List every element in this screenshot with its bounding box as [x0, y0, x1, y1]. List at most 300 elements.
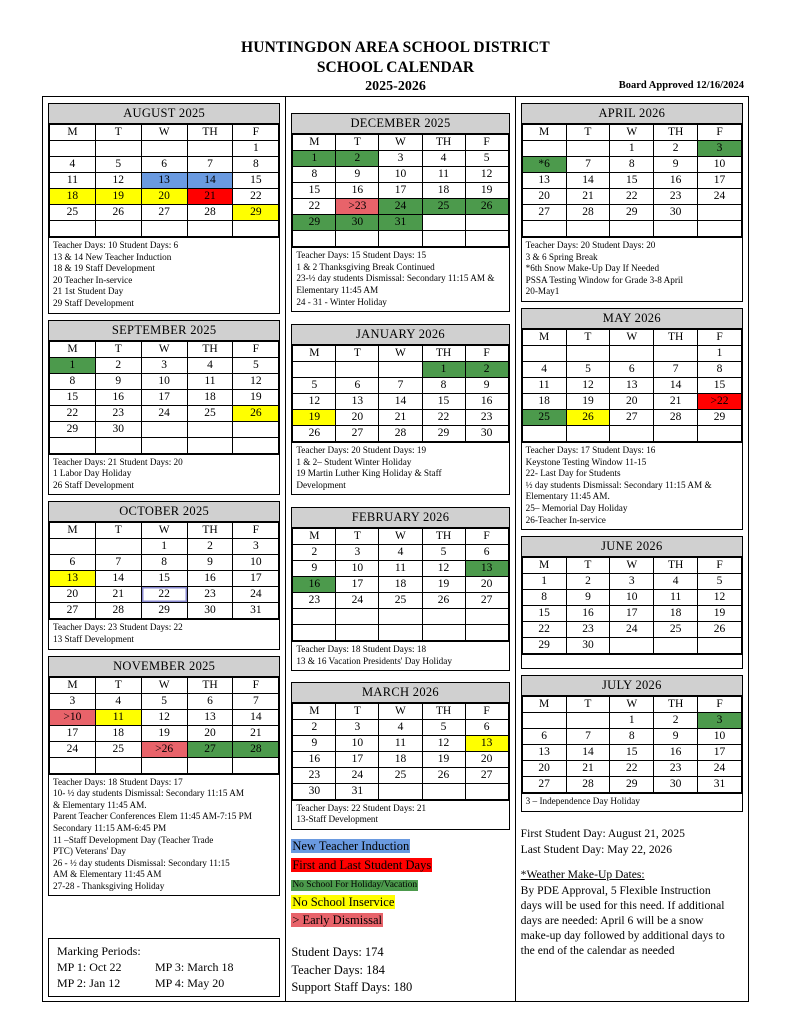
day-cell[interactable]: 8 — [522, 590, 566, 606]
day-cell[interactable]: 27 — [465, 767, 508, 783]
day-cell[interactable]: 6 — [610, 361, 654, 377]
day-cell[interactable]: 17 — [50, 725, 96, 741]
day-cell[interactable]: 28 — [379, 425, 422, 441]
month-notes — [292, 442, 508, 494]
week-row — [522, 393, 741, 409]
day-cell[interactable]: 14 — [95, 571, 141, 587]
day-cell[interactable]: 4 — [50, 157, 96, 173]
day-cell[interactable]: 20 — [522, 761, 566, 777]
note-line: Teacher Days: 20 Student Days: 20 — [525, 240, 656, 250]
day-cell[interactable]: 9 — [465, 377, 508, 393]
day-cell[interactable]: 5 — [566, 361, 610, 377]
day-cell[interactable]: 14 — [566, 173, 610, 189]
day-cell[interactable]: 16 — [654, 173, 698, 189]
day-cell[interactable]: 9 — [95, 373, 141, 389]
day-cell[interactable]: 29 — [610, 777, 654, 793]
day-cell[interactable]: 5 — [698, 574, 742, 590]
day-cell[interactable]: 29 — [522, 638, 566, 654]
day-cell[interactable]: 3 — [698, 713, 742, 729]
day-cell[interactable]: 28 — [566, 205, 610, 221]
day-cell[interactable]: 22 — [141, 587, 187, 603]
day-cell[interactable]: 4 — [654, 574, 698, 590]
day-cell[interactable]: 26 — [233, 405, 279, 421]
month-notes — [522, 654, 742, 668]
day-cell[interactable]: 22 — [610, 189, 654, 205]
day-cell[interactable]: 13 — [336, 393, 379, 409]
day-cell[interactable]: 12 — [422, 735, 465, 751]
day-cell[interactable]: 30 — [293, 783, 336, 799]
day-cell[interactable]: 3 — [610, 574, 654, 590]
day-cell[interactable]: 9 — [566, 590, 610, 606]
week-row — [293, 577, 508, 593]
day-cell[interactable]: 23 — [566, 622, 610, 638]
day-cell[interactable]: 12 — [233, 373, 279, 389]
week-row — [293, 361, 508, 377]
day-cell[interactable]: 18 — [379, 577, 422, 593]
month-grid — [49, 522, 279, 619]
weekday-header: TH — [187, 341, 233, 357]
day-cell[interactable]: 1 — [522, 574, 566, 590]
day-cell[interactable]: 18 — [95, 725, 141, 741]
day-cell[interactable]: 29 — [698, 409, 742, 425]
day-cell[interactable]: 14 — [654, 377, 698, 393]
day-cell[interactable]: 18 — [654, 606, 698, 622]
day-cell[interactable]: 2 — [566, 574, 610, 590]
day-cell[interactable]: 11 — [654, 590, 698, 606]
note-line: *6th Snow Make-Up Day If Needed — [525, 263, 660, 274]
day-cell[interactable]: 17 — [336, 577, 379, 593]
day-cell[interactable]: 28 — [95, 603, 141, 619]
day-cell[interactable]: 17 — [233, 571, 279, 587]
day-cell[interactable]: 17 — [141, 389, 187, 405]
note-line: Development — [296, 479, 346, 490]
day-cell[interactable]: 25 — [379, 593, 422, 609]
day-cell[interactable]: 15 — [522, 606, 566, 622]
day-cell[interactable]: 26 — [422, 767, 465, 783]
day-cell[interactable]: 13 — [50, 571, 96, 587]
day-cell-empty — [293, 231, 336, 247]
day-cell[interactable]: 24 — [610, 622, 654, 638]
day-cell[interactable]: 17 — [336, 751, 379, 767]
day-cell[interactable]: 10 — [698, 729, 742, 745]
day-cell[interactable]: 12 — [95, 173, 141, 189]
day-cell[interactable]: 4 — [95, 693, 141, 709]
day-cell[interactable]: 24 — [50, 741, 96, 757]
day-cell[interactable]: 28 — [654, 409, 698, 425]
day-cell[interactable]: 7 — [379, 377, 422, 393]
day-cell[interactable]: 20 — [610, 393, 654, 409]
day-cell[interactable]: 21 — [566, 761, 610, 777]
day-cell[interactable]: 26 — [566, 409, 610, 425]
day-cell[interactable]: 13 — [522, 173, 566, 189]
week-row — [293, 609, 508, 625]
day-cell[interactable]: 12 — [293, 393, 336, 409]
day-cell-empty — [95, 437, 141, 453]
day-cell[interactable]: >26 — [141, 741, 187, 757]
day-cell[interactable]: 5 — [233, 357, 279, 373]
day-cell[interactable]: 13 — [522, 745, 566, 761]
day-cell[interactable]: 6 — [465, 545, 508, 561]
day-cell[interactable]: 25 — [95, 741, 141, 757]
day-cell[interactable]: 20 — [522, 189, 566, 205]
day-cell[interactable]: 9 — [293, 561, 336, 577]
day-cell[interactable]: 19 — [422, 751, 465, 767]
day-cell[interactable]: 30 — [95, 421, 141, 437]
day-cell[interactable]: 12 — [141, 709, 187, 725]
day-cell[interactable]: 16 — [293, 577, 336, 593]
month-grid — [522, 557, 742, 654]
day-cell[interactable]: 22 — [50, 405, 96, 421]
day-cell[interactable]: 15 — [610, 173, 654, 189]
day-cell[interactable]: 16 — [654, 745, 698, 761]
week-row — [522, 157, 741, 173]
day-cell[interactable]: 31 — [379, 215, 422, 231]
day-cell[interactable]: 19 — [422, 577, 465, 593]
day-cell[interactable]: 3 — [233, 539, 279, 555]
day-cell[interactable]: 10 — [698, 157, 742, 173]
day-cell[interactable]: 14 — [187, 173, 233, 189]
day-cell[interactable]: 29 — [293, 215, 336, 231]
day-cell[interactable]: 1 — [610, 141, 654, 157]
day-cell[interactable]: 1 — [698, 345, 742, 361]
day-cell[interactable]: 1 — [422, 361, 465, 377]
day-cell[interactable]: 18 — [522, 393, 566, 409]
day-cell[interactable]: 24 — [233, 587, 279, 603]
day-cell[interactable]: 11 — [50, 173, 96, 189]
day-cell[interactable]: 27 — [522, 205, 566, 221]
note-line: 11 –Staff Development Day (Teacher Trade — [53, 834, 214, 845]
day-cell[interactable]: 6 — [336, 377, 379, 393]
day-cell[interactable]: 16 — [566, 606, 610, 622]
day-cell[interactable]: 30 — [566, 638, 610, 654]
day-cell[interactable]: 2 — [95, 357, 141, 373]
day-cell[interactable]: 1 — [233, 141, 279, 157]
day-cell-empty — [141, 437, 187, 453]
day-cell[interactable]: 3 — [50, 693, 96, 709]
day-cell[interactable]: 21 — [654, 393, 698, 409]
day-cell[interactable]: 11 — [95, 709, 141, 725]
day-cell[interactable]: 12 — [422, 561, 465, 577]
day-cell[interactable]: 22 — [293, 199, 336, 215]
day-cell[interactable]: 4 — [379, 719, 422, 735]
day-cell[interactable]: 24 — [336, 593, 379, 609]
day-cell[interactable]: 5 — [293, 377, 336, 393]
week-row — [50, 693, 279, 709]
day-cell[interactable]: 11 — [422, 167, 465, 183]
day-cell[interactable]: 10 — [233, 555, 279, 571]
day-cell[interactable]: 15 — [610, 745, 654, 761]
day-cell[interactable]: 19 — [141, 725, 187, 741]
day-cell[interactable]: 2 — [293, 719, 336, 735]
day-cell[interactable]: 22 — [422, 409, 465, 425]
day-cell[interactable]: 12 — [698, 590, 742, 606]
day-cell[interactable]: 1 — [610, 713, 654, 729]
day-cell[interactable]: 24 — [698, 189, 742, 205]
month-notes — [49, 774, 279, 896]
day-cell[interactable]: 20 — [465, 577, 508, 593]
day-cell[interactable]: 20 — [50, 587, 96, 603]
week-row — [50, 741, 279, 757]
day-cell[interactable]: 13 — [187, 709, 233, 725]
day-cell[interactable]: 21 — [379, 409, 422, 425]
week-row — [522, 345, 741, 361]
day-cell[interactable]: 21 — [187, 189, 233, 205]
day-cell[interactable]: 7 — [654, 361, 698, 377]
day-cell[interactable]: 25 — [522, 409, 566, 425]
day-cell[interactable]: 15 — [50, 389, 96, 405]
day-cell[interactable]: 10 — [610, 590, 654, 606]
day-cell[interactable]: 23 — [654, 761, 698, 777]
day-cell[interactable]: 29 — [141, 603, 187, 619]
day-cell[interactable]: 15 — [293, 183, 336, 199]
week-row — [50, 357, 279, 373]
day-cell[interactable]: 14 — [566, 745, 610, 761]
day-cell[interactable]: 30 — [654, 205, 698, 221]
day-cell[interactable]: 12 — [465, 167, 508, 183]
day-cell[interactable]: 3 — [141, 357, 187, 373]
day-cell[interactable]: 10 — [379, 167, 422, 183]
day-cell[interactable]: 27 — [522, 777, 566, 793]
day-cell[interactable]: 24 — [141, 405, 187, 421]
day-cell[interactable]: 19 — [698, 606, 742, 622]
day-cell[interactable]: 5 — [422, 545, 465, 561]
day-cell[interactable]: 16 — [465, 393, 508, 409]
day-cell[interactable]: 20 — [187, 725, 233, 741]
day-cell[interactable]: 9 — [336, 167, 379, 183]
marking-period-row-2 — [57, 975, 273, 991]
week-row — [522, 574, 741, 590]
day-cell[interactable]: 26 — [698, 622, 742, 638]
day-cell[interactable]: 29 — [50, 421, 96, 437]
day-cell[interactable]: 7 — [187, 157, 233, 173]
day-cell[interactable]: 18 — [379, 751, 422, 767]
week-row — [50, 189, 279, 205]
day-cell[interactable]: 19 — [233, 389, 279, 405]
day-cell[interactable]: 19 — [566, 393, 610, 409]
day-cell[interactable]: 25 — [50, 205, 96, 221]
day-cell[interactable]: 1 — [293, 151, 336, 167]
day-cell[interactable]: 23 — [95, 405, 141, 421]
day-cell[interactable]: 8 — [610, 157, 654, 173]
day-cell[interactable]: 19 — [465, 183, 508, 199]
day-cell[interactable]: 1 — [50, 357, 96, 373]
day-cell[interactable]: 16 — [293, 751, 336, 767]
day-cell[interactable]: 31 — [336, 783, 379, 799]
day-cell[interactable]: *6 — [522, 157, 566, 173]
day-cell[interactable]: 16 — [336, 183, 379, 199]
day-cell[interactable]: 11 — [379, 735, 422, 751]
day-cell[interactable]: 6 — [522, 729, 566, 745]
month-march — [291, 682, 509, 830]
day-cell[interactable]: 26 — [465, 199, 508, 215]
day-cell[interactable]: 27 — [187, 741, 233, 757]
day-cell[interactable]: 20 — [336, 409, 379, 425]
day-cell[interactable]: 1 — [141, 539, 187, 555]
day-cell[interactable]: 6 — [50, 555, 96, 571]
mp-2: MP 2: Jan 12 — [57, 975, 121, 990]
day-cell[interactable]: 13 — [465, 561, 508, 577]
day-cell[interactable]: 23 — [293, 767, 336, 783]
day-cell[interactable]: 11 — [187, 373, 233, 389]
day-cell[interactable]: 27 — [465, 593, 508, 609]
day-cell[interactable]: 3 — [379, 151, 422, 167]
month-grid — [49, 341, 279, 454]
day-cell[interactable]: 3 — [336, 719, 379, 735]
day-cell[interactable]: 7 — [566, 729, 610, 745]
day-cell[interactable]: 17 — [379, 183, 422, 199]
day-cell[interactable]: 8 — [233, 157, 279, 173]
day-cell[interactable]: 8 — [422, 377, 465, 393]
day-cell[interactable]: 16 — [95, 389, 141, 405]
day-cell[interactable]: 18 — [422, 183, 465, 199]
day-cell[interactable]: 19 — [293, 409, 336, 425]
day-cell[interactable]: 8 — [610, 729, 654, 745]
day-cell[interactable]: 17 — [610, 606, 654, 622]
day-cell[interactable]: 28 — [233, 741, 279, 757]
day-cell[interactable]: 22 — [522, 622, 566, 638]
day-cell[interactable]: 11 — [379, 561, 422, 577]
day-cell[interactable]: 5 — [465, 151, 508, 167]
day-cell[interactable]: 27 — [50, 603, 96, 619]
day-cell[interactable]: 25 — [654, 622, 698, 638]
day-cell[interactable]: 6 — [465, 719, 508, 735]
day-cell[interactable]: 9 — [654, 729, 698, 745]
day-cell[interactable]: 10 — [141, 373, 187, 389]
total-teacher-days: Teacher Days: 184 — [291, 962, 385, 977]
day-cell[interactable]: 28 — [187, 205, 233, 221]
day-cell[interactable]: 5 — [95, 157, 141, 173]
day-cell[interactable]: 17 — [698, 745, 742, 761]
day-cell[interactable]: 18 — [187, 389, 233, 405]
day-cell[interactable]: 8 — [293, 167, 336, 183]
day-cell[interactable]: 25 — [187, 405, 233, 421]
day-cell[interactable]: 29 — [610, 205, 654, 221]
day-cell[interactable]: 30 — [187, 603, 233, 619]
note-line: Teacher Days: 22 Student Days: 21 — [296, 802, 427, 813]
weekday-header: M — [293, 703, 336, 719]
day-cell[interactable]: 3 — [698, 141, 742, 157]
calendar-frame — [42, 96, 749, 1002]
day-cell-empty — [187, 221, 233, 237]
day-cell[interactable]: 27 — [141, 205, 187, 221]
day-cell[interactable]: 21 — [95, 587, 141, 603]
day-cell[interactable]: 24 — [379, 199, 422, 215]
day-cell[interactable]: 26 — [95, 205, 141, 221]
day-cell[interactable]: 22 — [233, 189, 279, 205]
day-cell[interactable]: 4 — [522, 361, 566, 377]
day-cell[interactable]: 31 — [698, 777, 742, 793]
day-cell[interactable]: 31 — [233, 603, 279, 619]
day-cell[interactable]: 26 — [422, 593, 465, 609]
day-cell[interactable]: 20 — [465, 751, 508, 767]
day-cell[interactable]: 24 — [698, 761, 742, 777]
day-cell[interactable]: 5 — [422, 719, 465, 735]
day-cell[interactable]: 19 — [95, 189, 141, 205]
day-cell[interactable]: 27 — [336, 425, 379, 441]
day-cell[interactable]: 26 — [293, 425, 336, 441]
week-row — [293, 409, 508, 425]
day-cell[interactable]: 23 — [654, 189, 698, 205]
day-cell[interactable]: 30 — [336, 215, 379, 231]
day-cell[interactable]: 15 — [141, 571, 187, 587]
day-cell[interactable]: 8 — [141, 555, 187, 571]
day-cell[interactable]: 13 — [141, 173, 187, 189]
day-cell[interactable]: >23 — [336, 199, 379, 215]
day-cell[interactable]: 28 — [566, 777, 610, 793]
day-cell[interactable]: >22 — [698, 393, 742, 409]
day-cell[interactable]: 17 — [698, 173, 742, 189]
day-cell[interactable]: 2 — [293, 545, 336, 561]
day-cell[interactable]: 29 — [422, 425, 465, 441]
day-cell[interactable]: 15 — [233, 173, 279, 189]
day-cell[interactable]: 14 — [233, 709, 279, 725]
day-cell[interactable]: 25 — [422, 199, 465, 215]
day-cell[interactable]: 14 — [379, 393, 422, 409]
day-cell[interactable]: 29 — [233, 205, 279, 221]
day-cell[interactable]: 2 — [187, 539, 233, 555]
calendar-column-middle — [286, 97, 515, 1001]
day-cell[interactable]: 4 — [422, 151, 465, 167]
day-cell[interactable]: 7 — [566, 157, 610, 173]
day-cell[interactable]: 4 — [187, 357, 233, 373]
day-cell[interactable]: 9 — [654, 157, 698, 173]
day-cell[interactable]: 10 — [336, 561, 379, 577]
day-cell[interactable]: >10 — [50, 709, 96, 725]
month-grid — [292, 345, 508, 442]
day-cell[interactable]: 7 — [95, 555, 141, 571]
day-cell[interactable]: 22 — [610, 761, 654, 777]
day-cell[interactable]: 11 — [522, 377, 566, 393]
day-cell[interactable]: 5 — [141, 693, 187, 709]
day-cell-empty — [50, 757, 96, 773]
day-cell[interactable]: 6 — [187, 693, 233, 709]
day-cell[interactable]: 8 — [698, 361, 742, 377]
day-cell[interactable]: 10 — [336, 735, 379, 751]
weekday-header: F — [465, 135, 508, 151]
day-cell[interactable]: 23 — [465, 409, 508, 425]
day-cell[interactable]: 7 — [233, 693, 279, 709]
day-cell-empty — [698, 638, 742, 654]
day-cell[interactable]: 18 — [50, 189, 96, 205]
day-cell[interactable]: 23 — [187, 587, 233, 603]
day-cell[interactable]: 9 — [187, 555, 233, 571]
day-cell[interactable]: 13 — [610, 377, 654, 393]
day-cell[interactable]: 21 — [566, 189, 610, 205]
day-cell[interactable]: 15 — [422, 393, 465, 409]
day-cell[interactable]: 30 — [654, 777, 698, 793]
day-cell[interactable]: 6 — [141, 157, 187, 173]
day-cell[interactable]: 24 — [336, 767, 379, 783]
day-cell[interactable]: 8 — [50, 373, 96, 389]
day-cell[interactable]: 21 — [233, 725, 279, 741]
day-cell[interactable]: 13 — [465, 735, 508, 751]
day-cell[interactable]: 23 — [293, 593, 336, 609]
day-cell[interactable]: 4 — [379, 545, 422, 561]
day-cell[interactable]: 2 — [654, 141, 698, 157]
day-cell[interactable]: 16 — [187, 571, 233, 587]
day-cell[interactable]: 2 — [654, 713, 698, 729]
day-cell[interactable]: 30 — [465, 425, 508, 441]
day-cell[interactable]: 3 — [336, 545, 379, 561]
day-cell[interactable]: 2 — [465, 361, 508, 377]
day-cell[interactable]: 27 — [610, 409, 654, 425]
day-cell[interactable]: 15 — [698, 377, 742, 393]
day-cell[interactable]: 9 — [293, 735, 336, 751]
day-cell[interactable]: 25 — [379, 767, 422, 783]
day-cell[interactable]: 20 — [141, 189, 187, 205]
day-cell[interactable]: 12 — [566, 377, 610, 393]
day-cell[interactable]: 2 — [336, 151, 379, 167]
